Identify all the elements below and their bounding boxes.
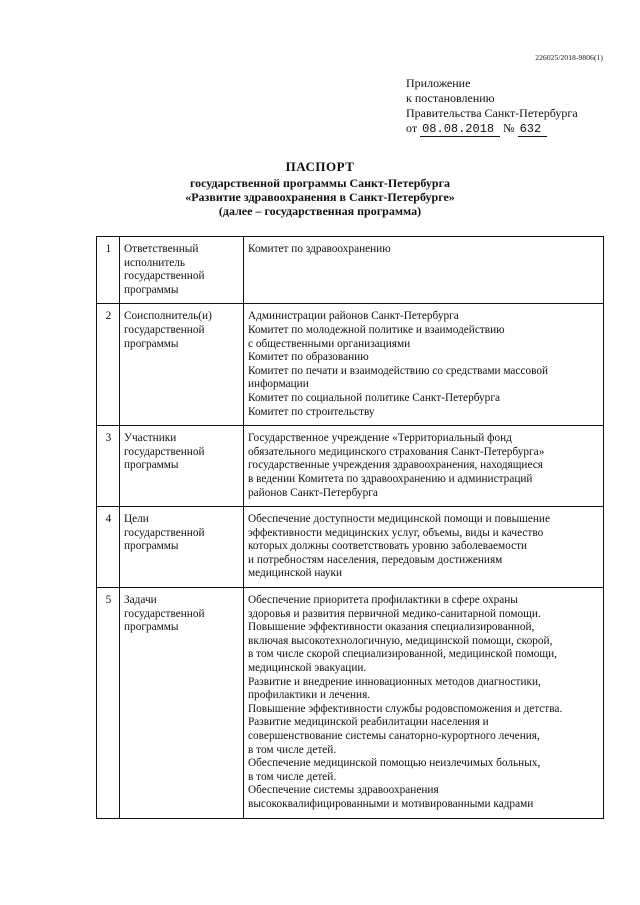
label-line: программы [124,459,179,472]
content-line: Государственное учреждение «Территориальный фонд [248,432,512,445]
content-line: Комитет по молодежной политике и взаимодействию [248,323,505,336]
table-row [97,237,604,304]
label-line: программы [124,540,179,553]
content-line: Развитие медицинской реабилитации населения и [248,716,489,729]
label-line: государственной [124,323,205,336]
appendix-line: Приложение [406,76,471,90]
passport-table [96,236,604,819]
content-line: здоровья и развития первичной медико-санитарной помощи. [248,607,541,620]
row-number: 3 [97,426,120,507]
content-line: в ведении Комитета по здравоохранению и администраций [248,472,533,485]
content-line: Обеспечение медицинской помощью неизлечимых больных, [248,757,541,770]
number-prefix: № [503,121,515,135]
content-line: профилактики и лечения. [248,689,371,702]
label-line: Задачи [124,594,157,607]
row-content [244,588,604,819]
label-line: государственной [124,526,205,539]
content-line: Обеспечение приоритета профилактики в сфере охраны [248,594,518,607]
title-line: государственной программы Санкт-Петербурга [189,176,451,190]
label-line: программы [124,337,179,350]
title-line: «Развитие здравоохранения в Санкт-Петербурге» [185,190,455,204]
row-number: 2 [97,304,120,426]
content-line: Администрации районов Санкт-Петербурга [248,310,459,323]
content-line: Повышение эффективности оказания специализированной, [248,621,535,634]
row-label [120,507,244,588]
content-line: Комитет по печати и взаимодействию со средствами массовой [248,364,549,377]
label-line: Ответственный [124,243,199,255]
content-line: Обеспечение доступности медицинской помощи и повышение [248,513,550,526]
label-line: Цели [124,513,149,526]
content-line: Развитие и внедрение инновационных методов диагностики, [248,675,541,688]
appendix-line: к постановлению [406,91,495,105]
content-line: районов Санкт-Петербурга [248,486,378,499]
passport-table-body [97,237,604,819]
row-label [120,426,244,507]
content-line: медицинской эвакуации. [248,662,367,675]
content-line: Комитет по здравоохранению [248,243,391,255]
document-number: 226025/2018-9806(1) [535,53,603,62]
row-number: 5 [97,588,120,819]
content-line: медицинской науки [248,567,343,580]
content-line: в том числе скорой специализированной, медицинской помощи, [248,648,557,661]
content-line: Повышение эффективности службы родовспоможения и детства. [248,702,563,715]
content-line: эффективности медицинских услуг, объемы, виды и качество [248,526,544,539]
appendix-line: Правительства Санкт-Петербурга [406,106,578,120]
table-row [97,426,604,507]
table-row [97,304,604,426]
content-line: и потребностям населения, передовым достижениям [248,553,503,566]
row-label [120,237,244,304]
row-content [244,426,604,507]
content-line: государственные учреждения здравоохранения, находящиеся [248,459,543,472]
table-row [97,507,604,588]
appendix-date-line [406,121,578,137]
row-content [244,304,604,426]
content-line: Комитет по социальной политике Санкт-Петербурга [248,391,500,404]
content-line: которых должны соответствовать уровню заболеваемости [248,540,528,553]
label-line: Участники [124,432,177,445]
content-line: Комитет по образованию [248,351,369,364]
content-line: в том числе детей. [248,770,337,783]
content-line: Комитет по строительству [248,405,375,418]
row-label [120,588,244,819]
label-line: программы [124,621,179,634]
content-line: информации [248,378,309,391]
label-line: государственной [124,607,205,620]
title-main: ПАСПОРТ [285,159,355,174]
row-label [120,304,244,426]
label-line: государственной [124,445,205,458]
label-line: государственной [124,270,205,283]
content-line: совершенствование системы санаторно-курортного лечения, [248,730,540,742]
date-prefix: от [406,121,418,135]
row-number: 4 [97,507,120,588]
resolution-number: 632 [518,122,548,137]
title-line: (далее – государственная программа) [218,204,422,218]
content-line: включая высокотехнологичную, медицинской помощи, скорой, [248,634,553,647]
content-line: с общественными организациями [248,337,411,350]
document-title [0,160,640,218]
content-line: обязательного медицинского страхования Санкт-Петербурга» [248,445,545,458]
label-line: исполнитель [124,256,186,269]
appendix-block [406,76,578,137]
label-line: Соисполнитель(и) [124,310,212,323]
row-number: 1 [97,237,120,304]
content-line: Обеспечение системы здравоохранения [248,784,439,797]
row-content [244,237,604,304]
label-line: программы [124,283,179,296]
table-row [97,588,604,819]
resolution-date: 08.08.2018 [420,122,500,137]
content-line: в том числе детей. [248,743,337,756]
content-line: высококвалифицированными и мотивированными кадрами [248,797,534,810]
row-content [244,507,604,588]
